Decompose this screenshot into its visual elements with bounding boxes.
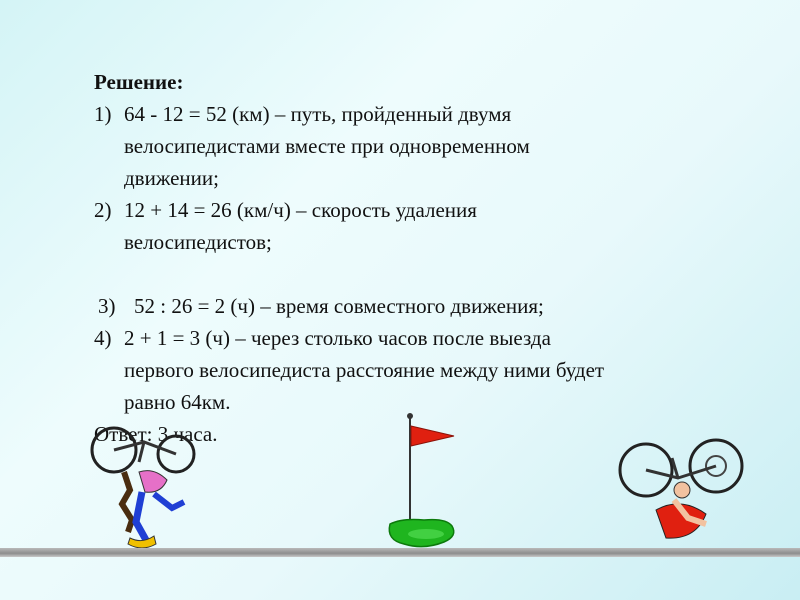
- golf-flag-clipart: [386, 412, 466, 552]
- solution-text: [94, 66, 774, 450]
- step-4: [94, 322, 774, 418]
- step-3: [94, 290, 774, 322]
- step-number: 3): [98, 294, 116, 318]
- step-1: [94, 98, 774, 194]
- right-cyclist-clipart: [616, 438, 748, 548]
- step-continuation: велосипедистов;: [124, 230, 272, 254]
- left-cyclist-clipart: [84, 412, 204, 557]
- step-continuation: первого велосипедиста расстояние между ними будет: [124, 358, 605, 382]
- step-text: 12 + 14 = 26 (км/ч) – скорость удаления: [124, 198, 477, 222]
- step-continuation: движении;: [124, 166, 219, 190]
- step-text: 64 - 12 = 52 (км) – путь, пройденный двумя: [124, 102, 512, 126]
- step-number: 2): [94, 198, 112, 222]
- step-text: 2 + 1 = 3 (ч) – через столько часов после выезда: [124, 326, 551, 350]
- solution-heading: Решение:: [94, 70, 184, 94]
- step-continuation: велосипедистами вместе при одновременном: [124, 134, 530, 158]
- step-number: 1): [94, 102, 112, 126]
- answer-line: Ответ: 3 часа.: [94, 422, 218, 446]
- ground-line: [0, 548, 800, 557]
- step-text: 52 : 26 = 2 (ч) – время совместного движения;: [134, 294, 544, 318]
- step-continuation: равно 64км.: [124, 390, 231, 414]
- spacer: [94, 258, 774, 290]
- step-2: [94, 194, 774, 258]
- step-number: 4): [94, 326, 112, 350]
